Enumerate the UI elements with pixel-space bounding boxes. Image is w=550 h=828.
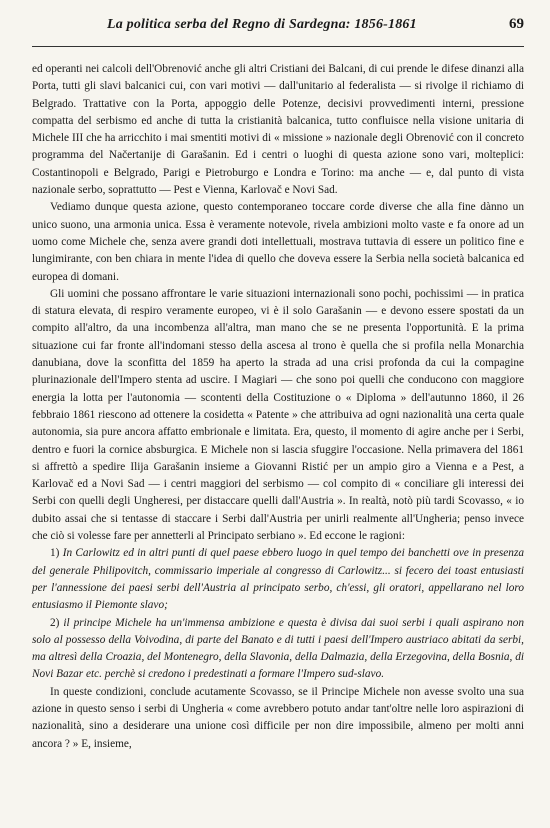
paragraph: Vediamo dunque questa azione, questo contemporaneo toccare corde diverse che alla fine dànno un unico suono, una armonia unica. Essa è veramente notevole, rivela ambizioni molto vaste e fa onore ad un uomo come Michele che, senza avere grandi doti intellettuali, mostrava tuttavia di essere un politico fine e lungimirante, con ben chiara in mente l'idea di quello che doveva essere la Serbia nella società balcanica ed europea di domani. xyxy=(32,201,524,283)
quoted-reasons xyxy=(32,545,524,683)
quote-number: 2) xyxy=(50,616,60,629)
paragraph: In queste condizioni, conclude acutamente Scovasso, se il Principe Michele non avesse svolto una sua azione in questo senso i serbi di Ungheria « come avrebbero potuto andar tant'oltre nelle loro aspirazioni di nazionalità, sino a desiderare una unione così difficile per non dire impossibile, almeno per molti anni ancora ? » E, insieme, xyxy=(32,685,524,750)
header-rule xyxy=(32,46,524,47)
page-number: 69 xyxy=(509,16,524,32)
running-title: La politica serba del Regno di Sardegna: 1856-1861 xyxy=(107,17,417,32)
quote-text: In Carlowitz ed in altri punti di quel paese ebbero luogo in quel tempo dei banchetti ove in presenza del generale Philipovitch, commissario imperiale al congresso di Carlowitz... si fecero dei toast entusiasti per l'annessione dei paesi serbi dell'Austria al principato serbo, ch'essi, gli oratori, appellarano nel loro entusiasmo il Piemonte slavo; xyxy=(32,547,524,612)
quote-text: il principe Michele ha un'immensa ambizione e questa è divisa dai suoi serbi i quali aspirano non solo al possesso della Voivodina, di parte del Banato e di tutti i paesi dell'Impero austriaco abitati da serbi, ma altresì della Croazia, del Montenegro, della Slavonia, della Dalmazia, della Erzegovina, della Bosnia, di Novi Bazar etc. perchè si credono i predestinati a formare l'Impero sud-slavo. xyxy=(32,616,525,681)
quote-item xyxy=(32,545,524,614)
paragraph: ed operanti nei calcoli dell'Obrenović anche gli altri Cristiani dei Balcani, di cui prende le difese dinanzi alla Porta, tutti gli slavi balcanici cui, con vari motivi — dall'unitario al federalista — si rivolge il richiamo di Belgrado. Trattative con la Porta, appoggio delle Potenze, decisivi provvedimenti interni, pressione compatta del serbismo ed anche di tutta la cristianità balcanica, tutto confluisce nella visione unitaria di Michele III che ha arricchito i mai smentiti motivi di « missione » nazionale degli Obrenović con il concreto programma del Načertanije di Garašanin. Ed i centri o luoghi di questa azione sono vari, molteplici: Costantinopoli e Belgrado, Parigi e Pietroburgo e Londra e Torino: ma anche — e, dal punto di vista nazionale serbo, soprattutto — Pest e Vienna, Karlovač e Novi Sad. xyxy=(32,63,524,197)
quote-item xyxy=(32,615,524,684)
page-header xyxy=(32,16,524,40)
quote-number: 1) xyxy=(50,547,60,560)
body-text xyxy=(32,61,524,753)
paragraph: Gli uomini che possano affrontare le varie situazioni internazionali sono pochi, pochissimi — in pratica di statura elevata, di respiro veramente europeo, vi è il solo Garašanin — e devono essere spostati da un compito all'altro, da una incombenza all'altra, man mano che se ne presenta l'opportunità. E la prima situazione cui far fronte all'indomani stesso della ascesa al trono è quella che si profila nella Monarchia danubiana, dove la sconfitta del 1859 ha aperto la strada ad una crisi profonda da cui la compagine plurinazionale dell'Impero stenta ad uscire. I Magiari — che sono poi quelli che conducono con maggiore energia la lotta per l'autonomia — scontenti della Costituzione o « Diploma » dell'autunno 1860, il 26 febbraio 1861 riescono ad ottenere la cosidetta « Patente » che attribuiva ad ogni nazionalità una certa quale autonomia, sia pure ancora affatto embrionale e limitata. Era, questo, il momento di agire anche per i Serbi, dentro e fuori la cornice absburgica. E Michele non si lascia sfuggire l'occasione. Nella primavera del 1861 si affrettò a spedire Ilija Garašanin insieme a Giovanni Ristić per un ampio giro a Vienna e a Pest, a Karlovač ed a Novi Sad — i centri maggiori del serbismo — col compito di « conciliare gli interessi dei Serbi con quelli degli Ungheresi, per distaccare quelli dall'Austria ». In realtà, notò più tardi Scovasso, « io dubito assai che si tentasse di staccare i Serbi dall'Austria per unirli realmente all'Ungheria; penso invece che ciò si volesse fare per annetterli al Principato serbiano ». Ed eccone le ragioni: xyxy=(32,287,524,543)
